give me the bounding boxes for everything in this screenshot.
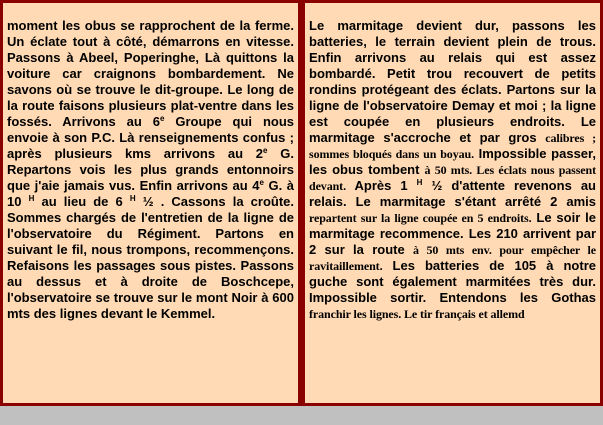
right-column-text: Le marmitage devient dur, passons les batteries, le terrain devient plein de trous. Enfin arrivons au relais qui est assez bombardé. Petit trou recouvert de petits rondins protégeant des éclats. Partons sur la ligne de l'observatoire Demay et moi ; la ligne est coupée en plusieurs endroits. Le marmitage s'accroche et par gros calibres ; sommes bloqués dans un boyau. Impossible passer, les obus tombent à 50 mts. Les éclats nous passent devant. Après 1 $^H$ ½ d'attente revenons au relais. Le marmitage s'étant arrêté 2 amis repartent sur la ligne coupée en 5 endroits. Le soir le marmitage recommence. Les 210 arrivent par 2 sur la route à 50 mts env. pour empêcher le ravitaillement. Les batteries de 105 à notre guche sont également marmitées très dur. Impossible sortir. Entendons les Gothas franchir les lignes. Le tir français et allemd: [309, 18, 597, 321]
left-column-text: moment les obus se rapprochent de la ferme. Un éclate tout à côté, démarrons en vitesse. Passons à Abeel, Poperinghe, Là quittons la voiture car craignons bombardement. Ne savons où se trouve le dit-groupe. Le long de la route faisons plusieurs plat-ventre dans les fossés. Arrivons au 6e Groupe qui nous envoie à son P.C. Là renseignements confus ; après plusieurs kms arrivons au 2e G. Repartons vois les plus grands entonnoirs que j'aie jamais vus. Enfin arrivons au 4e G. à 10 $^H$ au lieu de 6 $^H$ ½ . Cassons la croûte. Sommes chargés de l'entretien de la ligne de l'observatoire du Régiment. Partons en suivant le fil, nous trompons, recommençons. Refaisons les passages sous pistes. Passons au dessus et à droite de Boschcepe, l'observatoire se trouve sur le mont Noir à 600 mts des lignes devant le Kemmel.: [7, 18, 295, 321]
right-text-column: [305, 3, 600, 403]
left-text-column: [3, 3, 298, 403]
